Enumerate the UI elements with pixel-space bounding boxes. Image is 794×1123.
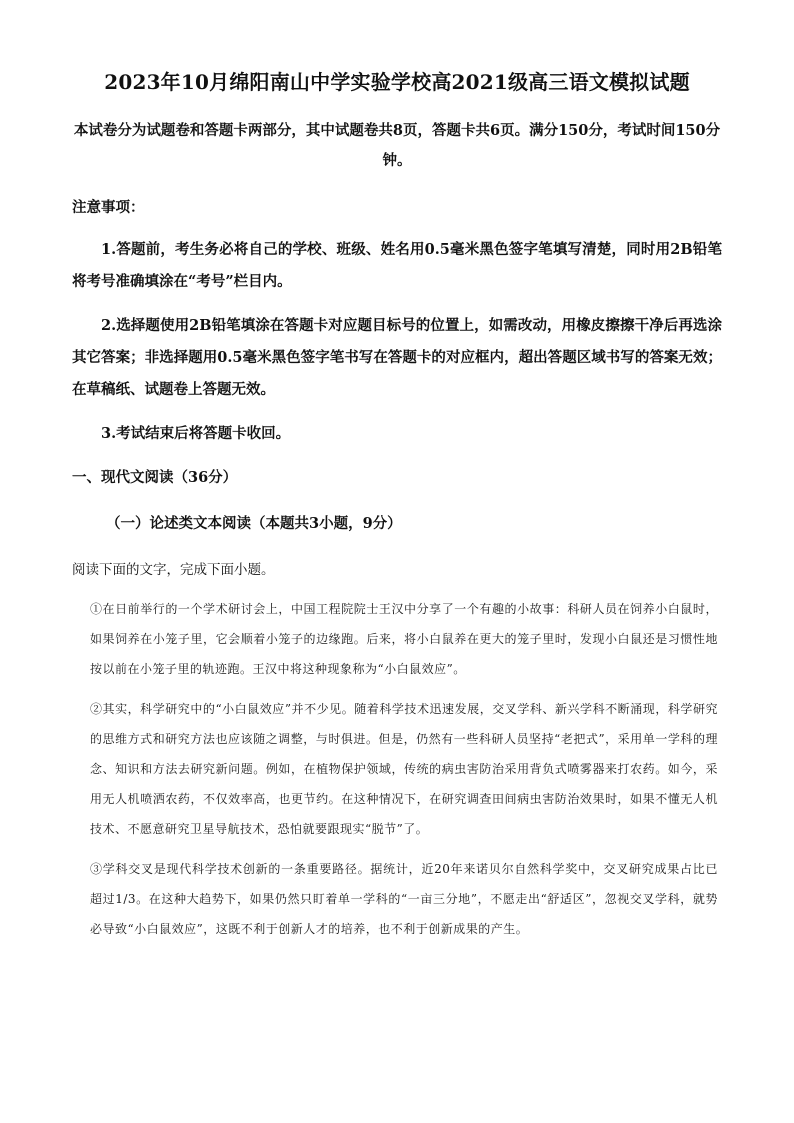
passage-paragraph: ②其实，科学研究中的“小白鼠效应”并不少见。随着科学技术迅速发展，交叉学科、新兴学科不断涌现，科学研究的思维方式和研究方法也应该随之调整，与时俱进。但是，仍然有一些科研人员坚持“老把式”，采用单一学科的理念、知识和方法去研究新问题。例如，在植物保护领域，传统的病虫害防治采用背负式喷雾器来打农药。如今，采用无人机喷洒农药，不仅效率高，也更节约。在这种情况下，在研究调查田间病虫害防治效果时，如果不懂无人机技术、不愿意研究卫星导航技术，恐怕就要跟现实“脱节”了。 bbox=[90, 702, 718, 836]
exam-intro: 本试卷分为试题卷和答题卡两部分，其中试题卷共8页，答题卡共6页。满分150分，考试时间150分钟。 bbox=[73, 122, 721, 169]
reading-instruction: 阅读下面的文字，完成下面小题。 bbox=[72, 562, 275, 578]
note-item: 1.答题前，考生务必将自己的学校、班级、姓名用0.5毫米黑色签字笔填写清楚，同时用2B铅笔将考号准确填涂在“考号”栏目内。 bbox=[72, 241, 722, 290]
reading-passage bbox=[72, 594, 722, 944]
notes-label: 注意事项： bbox=[72, 199, 145, 216]
passage-paragraph: ③学科交叉是现代科学技术创新的一条重要路径。据统计，近20年来诺贝尔自然科学奖中，交叉研究成果占比已超过1/3。在这种大趋势下，如果仍然只盯着单一学科的“一亩三分地”，不愿走出“舒适区”，忽视交叉学科，就势必导致“小白鼠效应”，这既不利于创新人才的培养，也不利于创新成果的产生。 bbox=[90, 862, 718, 936]
exam-title: 2023年10月绵阳南山中学实验学校高2021级高三语文模拟试题 bbox=[104, 70, 690, 94]
notes-list bbox=[72, 234, 722, 450]
note-item: 2.选择题使用2B铅笔填涂在答题卡对应题目标号的位置上，如需改动，用橡皮擦擦干净后再选涂其它答案；非选择题用0.5毫米黑色签字笔书写在答题卡的对应框内，超出答题区域书写的答案无效；在草稿纸、试题卷上答题无效。 bbox=[72, 317, 722, 398]
note-item: 3.考试结束后将答题卡收回。 bbox=[101, 425, 291, 442]
section-heading: 一、现代文阅读（36分） bbox=[72, 469, 238, 486]
subsection-heading: （一）论述类文本阅读（本题共3小题，9分） bbox=[106, 515, 402, 532]
passage-paragraph: ①在日前举行的一个学术研讨会上，中国工程院院士王汉中分享了一个有趣的小故事：科研人员在饲养小白鼠时，如果饲养在小笼子里，它会顺着小笼子的边缘跑。后来，将小白鼠养在更大的笼子里时，发现小白鼠还是习惯性地按以前在小笼子里的轨迹跑。王汉中将这种现象称为“小白鼠效应”。 bbox=[90, 602, 718, 676]
